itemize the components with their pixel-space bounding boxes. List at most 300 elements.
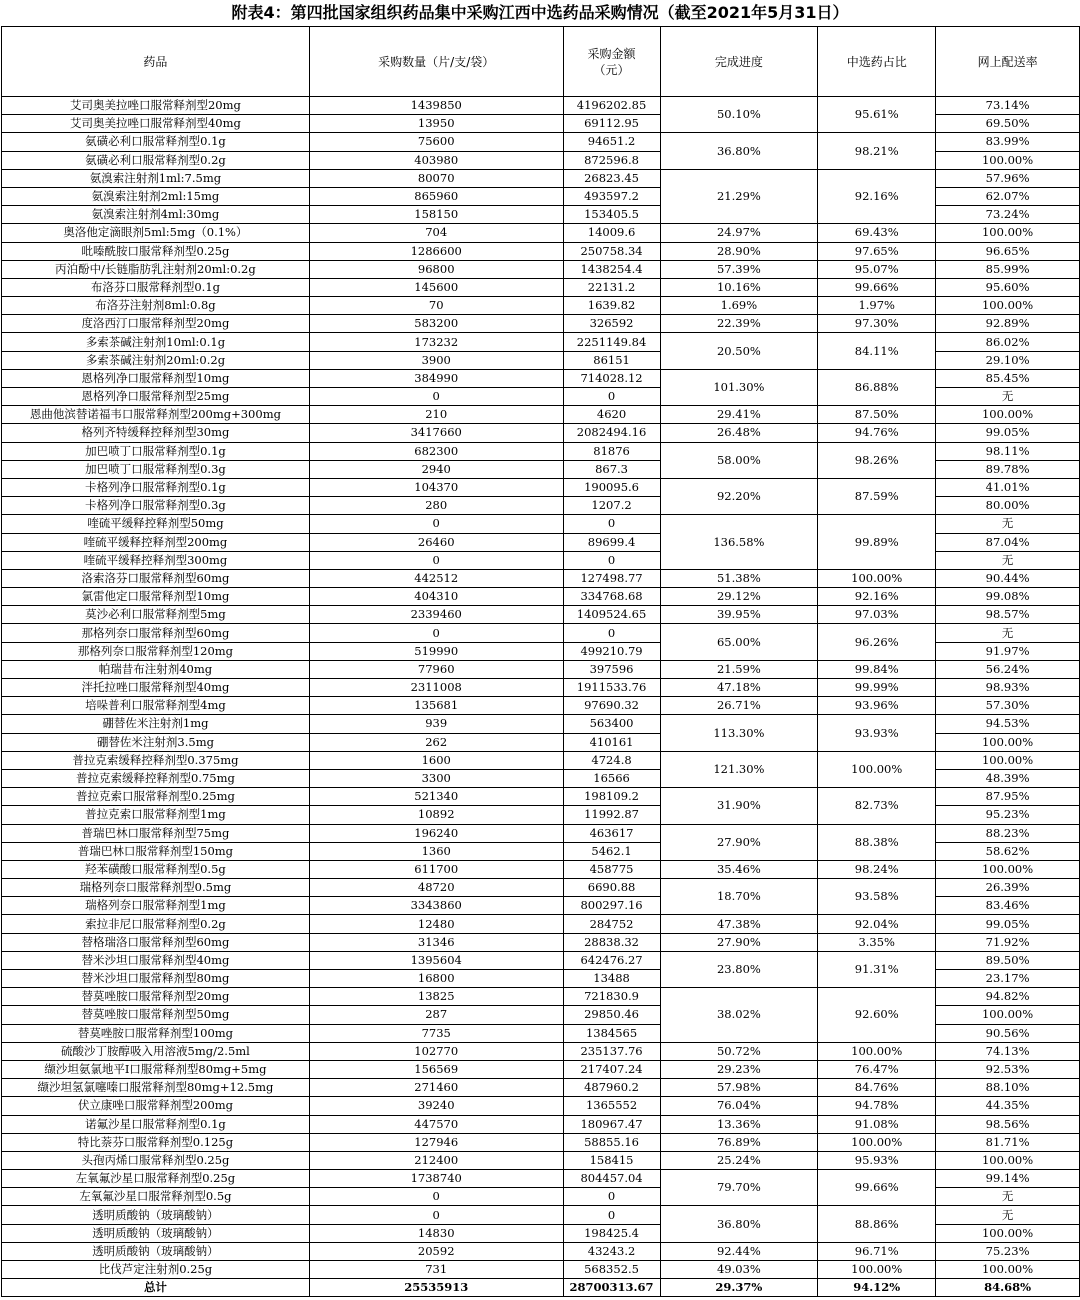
cell-drug: 莫沙必利口服常释剂型5mg [2, 606, 310, 624]
cell-delivery-rate: 100.00% [936, 151, 1080, 169]
cell-progress: 58.00% [660, 442, 818, 478]
cell-delivery-rate: 29.10% [936, 351, 1080, 369]
cell-progress: 28.90% [660, 242, 818, 260]
cell-delivery-rate: 100.00% [936, 1224, 1080, 1242]
cell-drug: 替米沙坦口服常释剂型80mg [2, 970, 310, 988]
cell-quantity: 384990 [309, 369, 563, 387]
cell-drug: 吡嗪酰胺口服常释剂型0.25g [2, 242, 310, 260]
cell-quantity: 210 [309, 406, 563, 424]
cell-amount: 250758.34 [563, 242, 660, 260]
cell-progress: 136.58% [660, 515, 818, 570]
cell-amount: 2251149.84 [563, 333, 660, 351]
cell-drug: 布洛芬口服常释剂型0.1g [2, 278, 310, 296]
cell-share: 93.96% [818, 697, 936, 715]
table-row [2, 333, 1080, 351]
table-row [2, 697, 1080, 715]
cell-delivery-rate: 23.17% [936, 970, 1080, 988]
table-row [2, 369, 1080, 387]
cell-delivery-rate: 无 [936, 388, 1080, 406]
cell-progress: 20.50% [660, 333, 818, 369]
header-quantity: 采购数量（片/支/袋） [309, 27, 563, 97]
cell-amount: 0 [563, 515, 660, 533]
cell-delivery-rate: 80.00% [936, 497, 1080, 515]
cell-amount: 1384565 [563, 1024, 660, 1042]
cell-progress: 47.38% [660, 915, 818, 933]
cell-quantity: 1360 [309, 842, 563, 860]
cell-drug: 左氧氟沙星口服常释剂型0.25g [2, 1170, 310, 1188]
cell-drug: 氯雷他定口服常释剂型10mg [2, 588, 310, 606]
cell-amount: 89699.4 [563, 533, 660, 551]
cell-quantity: 519990 [309, 642, 563, 660]
cell-drug: 硼替佐米注射剂3.5mg [2, 733, 310, 751]
cell-amount: 4620 [563, 406, 660, 424]
cell-quantity: 173232 [309, 333, 563, 351]
cell-quantity: 1600 [309, 751, 563, 769]
cell-amount: 28838.32 [563, 933, 660, 951]
cell-drug: 普瑞巴林口服常释剂型75mg [2, 824, 310, 842]
cell-quantity: 0 [309, 388, 563, 406]
cell-drug: 比伐芦定注射剂0.25g [2, 1261, 310, 1279]
table-row [2, 824, 1080, 842]
cell-amount: 13488 [563, 970, 660, 988]
cell-drug: 加巴喷丁口服常释剂型0.3g [2, 460, 310, 478]
table-row [2, 242, 1080, 260]
cell-amount: 198425.4 [563, 1224, 660, 1242]
cell-drug: 丙泊酚中/长链脂肪乳注射剂20ml:0.2g [2, 260, 310, 278]
cell-amount: 642476.27 [563, 951, 660, 969]
cell-quantity: 96800 [309, 260, 563, 278]
cell-drug: 缬沙坦氨氯地平Ⅰ口服常释剂型80mg+5mg [2, 1060, 310, 1078]
cell-quantity: 48720 [309, 879, 563, 897]
cell-progress: 23.80% [660, 951, 818, 987]
cell-quantity: 447570 [309, 1115, 563, 1133]
table-row [2, 297, 1080, 315]
cell-drug: 恩曲他滨替诺福韦口服常释剂型200mg+300mg [2, 406, 310, 424]
cell-progress: 49.03% [660, 1261, 818, 1279]
cell-amount: 43243.2 [563, 1242, 660, 1260]
cell-drug: 替米沙坦口服常释剂型40mg [2, 951, 310, 969]
cell-amount: 153405.5 [563, 206, 660, 224]
cell-share: 93.58% [818, 879, 936, 915]
cell-drug: 替莫唑胺口服常释剂型100mg [2, 1024, 310, 1042]
cell-drug: 透明质酸钠（玻璃酸钠） [2, 1206, 310, 1224]
cell-progress: 18.70% [660, 879, 818, 915]
cell-delivery-rate: 73.14% [936, 97, 1080, 115]
cell-share: 88.86% [818, 1206, 936, 1242]
cell-amount: 493597.2 [563, 187, 660, 205]
cell-quantity: 16800 [309, 970, 563, 988]
cell-progress: 25.24% [660, 1151, 818, 1169]
cell-drug: 氨溴索注射剂1ml:7.5mg [2, 169, 310, 187]
total-progress: 29.37% [660, 1279, 818, 1297]
cell-quantity: 262 [309, 733, 563, 751]
cell-quantity: 75600 [309, 133, 563, 151]
cell-progress: 21.29% [660, 169, 818, 224]
cell-delivery-rate: 无 [936, 1188, 1080, 1206]
cell-amount: 334768.68 [563, 588, 660, 606]
table-row [2, 933, 1080, 951]
cell-amount: 1207.2 [563, 497, 660, 515]
cell-amount: 235137.76 [563, 1042, 660, 1060]
cell-quantity: 26460 [309, 533, 563, 551]
cell-amount: 0 [563, 624, 660, 642]
header-drug: 药品 [2, 27, 310, 97]
cell-progress: 47.18% [660, 679, 818, 697]
procurement-table [1, 26, 1080, 1297]
table-row [2, 478, 1080, 496]
cell-share: 94.76% [818, 424, 936, 442]
cell-delivery-rate: 100.00% [936, 1151, 1080, 1169]
cell-drug: 硼替佐米注射剂1mg [2, 715, 310, 733]
cell-delivery-rate: 83.46% [936, 897, 1080, 915]
cell-delivery-rate: 98.11% [936, 442, 1080, 460]
cell-drug: 格列齐特缓释控释剂型30mg [2, 424, 310, 442]
cell-quantity: 10892 [309, 806, 563, 824]
cell-amount: 499210.79 [563, 642, 660, 660]
table-row [2, 679, 1080, 697]
cell-progress: 65.00% [660, 624, 818, 660]
cell-quantity: 13825 [309, 988, 563, 1006]
cell-progress: 36.80% [660, 133, 818, 169]
cell-share: 88.38% [818, 824, 936, 860]
cell-drug: 度洛西汀口服常释剂型20mg [2, 315, 310, 333]
cell-drug: 索拉非尼口服常释剂型0.2g [2, 915, 310, 933]
cell-delivery-rate: 98.57% [936, 606, 1080, 624]
cell-amount: 81876 [563, 442, 660, 460]
cell-quantity: 102770 [309, 1042, 563, 1060]
cell-amount: 26823.45 [563, 169, 660, 187]
table-row [2, 988, 1080, 1006]
cell-share: 91.08% [818, 1115, 936, 1133]
cell-delivery-rate: 83.99% [936, 133, 1080, 151]
cell-amount: 190095.6 [563, 478, 660, 496]
cell-progress: 92.44% [660, 1242, 818, 1260]
cell-drug: 恩格列净口服常释剂型25mg [2, 388, 310, 406]
cell-delivery-rate: 90.56% [936, 1024, 1080, 1042]
cell-delivery-rate: 100.00% [936, 1006, 1080, 1024]
cell-amount: 2082494.16 [563, 424, 660, 442]
table-row [2, 424, 1080, 442]
cell-share: 96.26% [818, 624, 936, 660]
cell-quantity: 158150 [309, 206, 563, 224]
cell-quantity: 7735 [309, 1024, 563, 1042]
cell-quantity: 403980 [309, 151, 563, 169]
cell-progress: 21.59% [660, 660, 818, 678]
table-row [2, 1097, 1080, 1115]
cell-delivery-rate: 99.08% [936, 588, 1080, 606]
cell-progress: 38.02% [660, 988, 818, 1043]
cell-amount: 0 [563, 1188, 660, 1206]
cell-delivery-rate: 75.23% [936, 1242, 1080, 1260]
cell-delivery-rate: 87.04% [936, 533, 1080, 551]
cell-progress: 76.89% [660, 1133, 818, 1151]
cell-quantity: 0 [309, 515, 563, 533]
cell-delivery-rate: 71.92% [936, 933, 1080, 951]
cell-amount: 86151 [563, 351, 660, 369]
cell-share: 99.99% [818, 679, 936, 697]
cell-amount: 326592 [563, 315, 660, 333]
cell-amount: 1639.82 [563, 297, 660, 315]
cell-drug: 诺氟沙星口服常释剂型0.1g [2, 1115, 310, 1133]
cell-quantity: 3300 [309, 769, 563, 787]
cell-amount: 714028.12 [563, 369, 660, 387]
cell-progress: 51.38% [660, 569, 818, 587]
cell-drug: 喹硫平缓释控释剂型200mg [2, 533, 310, 551]
cell-delivery-rate: 57.96% [936, 169, 1080, 187]
header-share: 中选药占比 [818, 27, 936, 97]
cell-amount: 397596 [563, 660, 660, 678]
cell-progress: 76.04% [660, 1097, 818, 1115]
cell-share: 95.61% [818, 97, 936, 133]
cell-amount: 487960.2 [563, 1079, 660, 1097]
cell-quantity: 1286600 [309, 242, 563, 260]
page-title: 附表4：第四批国家组织药品集中采购江西中选药品采购情况（截至2021年5月31日） [231, 3, 849, 22]
cell-drug: 氨溴索注射剂4ml:30mg [2, 206, 310, 224]
cell-share: 87.50% [818, 406, 936, 424]
cell-amount: 14009.6 [563, 224, 660, 242]
cell-quantity: 0 [309, 1188, 563, 1206]
cell-quantity: 3900 [309, 351, 563, 369]
cell-amount: 804457.04 [563, 1170, 660, 1188]
cell-drug: 洛索洛芬口服常释剂型60mg [2, 569, 310, 587]
cell-amount: 568352.5 [563, 1261, 660, 1279]
cell-share: 69.43% [818, 224, 936, 242]
cell-delivery-rate: 无 [936, 1206, 1080, 1224]
header-delivery-rate: 网上配送率 [936, 27, 1080, 97]
cell-progress: 31.90% [660, 788, 818, 824]
cell-quantity: 31346 [309, 933, 563, 951]
cell-drug: 氨磺必利口服常释剂型0.1g [2, 133, 310, 151]
cell-quantity: 0 [309, 1206, 563, 1224]
cell-share: 99.89% [818, 515, 936, 570]
cell-delivery-rate: 41.01% [936, 478, 1080, 496]
cell-share: 3.35% [818, 933, 936, 951]
cell-progress: 50.72% [660, 1042, 818, 1060]
cell-quantity: 1738740 [309, 1170, 563, 1188]
cell-drug: 瑞格列奈口服常释剂型0.5mg [2, 879, 310, 897]
cell-quantity: 939 [309, 715, 563, 733]
cell-drug: 氨磺必利口服常释剂型0.2g [2, 151, 310, 169]
cell-quantity: 3417660 [309, 424, 563, 442]
cell-drug: 伏立康唑口服常释剂型200mg [2, 1097, 310, 1115]
cell-delivery-rate: 69.50% [936, 115, 1080, 133]
cell-delivery-rate: 91.97% [936, 642, 1080, 660]
table-row [2, 406, 1080, 424]
cell-delivery-rate: 98.93% [936, 679, 1080, 697]
cell-quantity: 1439850 [309, 97, 563, 115]
cell-amount: 458775 [563, 860, 660, 878]
cell-drug: 加巴喷丁口服常释剂型0.1g [2, 442, 310, 460]
cell-progress: 79.70% [660, 1170, 818, 1206]
cell-amount: 11992.87 [563, 806, 660, 824]
cell-quantity: 196240 [309, 824, 563, 842]
table-row [2, 715, 1080, 733]
cell-amount: 284752 [563, 915, 660, 933]
cell-drug: 羟苯磺酸口服常释剂型0.5g [2, 860, 310, 878]
table-row [2, 224, 1080, 242]
cell-quantity: 731 [309, 1261, 563, 1279]
cell-progress: 101.30% [660, 369, 818, 405]
cell-amount: 0 [563, 388, 660, 406]
cell-share: 99.66% [818, 278, 936, 296]
cell-amount: 217407.24 [563, 1060, 660, 1078]
cell-quantity: 212400 [309, 1151, 563, 1169]
cell-quantity: 156569 [309, 1060, 563, 1078]
cell-quantity: 583200 [309, 315, 563, 333]
cell-share: 92.60% [818, 988, 936, 1043]
cell-drug: 透明质酸钠（玻璃酸钠） [2, 1224, 310, 1242]
cell-drug: 硫酸沙丁胺醇吸入用溶液5mg/2.5ml [2, 1042, 310, 1060]
cell-quantity: 2339460 [309, 606, 563, 624]
cell-delivery-rate: 96.65% [936, 242, 1080, 260]
cell-quantity: 80070 [309, 169, 563, 187]
cell-amount: 1365552 [563, 1097, 660, 1115]
cell-drug: 帕瑞昔布注射剂40mg [2, 660, 310, 678]
cell-share: 92.16% [818, 169, 936, 224]
cell-drug: 那格列奈口服常释剂型120mg [2, 642, 310, 660]
cell-amount: 5462.1 [563, 842, 660, 860]
cell-share: 87.59% [818, 478, 936, 514]
cell-delivery-rate: 73.24% [936, 206, 1080, 224]
cell-delivery-rate: 100.00% [936, 406, 1080, 424]
cell-amount: 16566 [563, 769, 660, 787]
cell-drug: 喹硫平缓释控释剂型300mg [2, 551, 310, 569]
cell-drug: 普拉克索口服常释剂型1mg [2, 806, 310, 824]
cell-quantity: 865960 [309, 187, 563, 205]
cell-delivery-rate: 57.30% [936, 697, 1080, 715]
cell-quantity: 442512 [309, 569, 563, 587]
cell-delivery-rate: 85.99% [936, 260, 1080, 278]
cell-delivery-rate: 100.00% [936, 224, 1080, 242]
cell-delivery-rate: 56.24% [936, 660, 1080, 678]
table-row [2, 1261, 1080, 1279]
cell-drug: 头孢丙烯口服常释剂型0.25g [2, 1151, 310, 1169]
table-row [2, 1170, 1080, 1188]
cell-delivery-rate: 89.78% [936, 460, 1080, 478]
cell-progress: 57.39% [660, 260, 818, 278]
cell-share: 97.30% [818, 315, 936, 333]
cell-progress: 121.30% [660, 751, 818, 787]
table-row [2, 624, 1080, 642]
cell-delivery-rate: 81.71% [936, 1133, 1080, 1151]
cell-drug: 艾司奥美拉唑口服常释剂型40mg [2, 115, 310, 133]
cell-delivery-rate: 99.05% [936, 915, 1080, 933]
cell-drug: 替格瑞洛口服常释剂型60mg [2, 933, 310, 951]
cell-drug: 透明质酸钠（玻璃酸钠） [2, 1242, 310, 1260]
cell-delivery-rate: 94.53% [936, 715, 1080, 733]
cell-delivery-rate: 86.02% [936, 333, 1080, 351]
cell-drug: 普瑞巴林口服常释剂型150mg [2, 842, 310, 860]
cell-amount: 4196202.85 [563, 97, 660, 115]
cell-progress: 50.10% [660, 97, 818, 133]
cell-progress: 35.46% [660, 860, 818, 878]
cell-share: 92.16% [818, 588, 936, 606]
cell-progress: 39.95% [660, 606, 818, 624]
total-row [2, 1279, 1080, 1297]
cell-quantity: 682300 [309, 442, 563, 460]
cell-amount: 872596.8 [563, 151, 660, 169]
cell-amount: 180967.47 [563, 1115, 660, 1133]
cell-amount: 127498.77 [563, 569, 660, 587]
table-row [2, 278, 1080, 296]
table-row [2, 1133, 1080, 1151]
cell-drug: 卡格列净口服常释剂型0.1g [2, 478, 310, 496]
cell-share: 99.84% [818, 660, 936, 678]
cell-progress: 1.69% [660, 297, 818, 315]
cell-drug: 卡格列净口服常释剂型0.3g [2, 497, 310, 515]
cell-quantity: 20592 [309, 1242, 563, 1260]
table-row [2, 169, 1080, 187]
cell-drug: 那格列奈口服常释剂型60mg [2, 624, 310, 642]
cell-quantity: 14830 [309, 1224, 563, 1242]
cell-amount: 0 [563, 1206, 660, 1224]
table-row [2, 879, 1080, 897]
cell-delivery-rate: 无 [936, 624, 1080, 642]
cell-amount: 800297.16 [563, 897, 660, 915]
cell-share: 92.04% [818, 915, 936, 933]
cell-amount: 410161 [563, 733, 660, 751]
cell-drug: 培哚普利口服常释剂型4mg [2, 697, 310, 715]
table-row [2, 442, 1080, 460]
cell-delivery-rate: 90.44% [936, 569, 1080, 587]
cell-quantity: 1395604 [309, 951, 563, 969]
cell-share: 99.66% [818, 1170, 936, 1206]
cell-drug: 艾司奥美拉唑口服常释剂型20mg [2, 97, 310, 115]
cell-progress: 57.98% [660, 1079, 818, 1097]
total-quantity: 25535913 [309, 1279, 563, 1297]
cell-share: 97.03% [818, 606, 936, 624]
cell-progress: 29.23% [660, 1060, 818, 1078]
cell-drug: 喹硫平缓释控释剂型50mg [2, 515, 310, 533]
cell-amount: 0 [563, 551, 660, 569]
cell-amount: 4724.8 [563, 751, 660, 769]
table-row [2, 133, 1080, 151]
cell-share: 100.00% [818, 1042, 936, 1060]
cell-drug: 泮托拉唑口服常释剂型40mg [2, 679, 310, 697]
cell-amount: 1911533.76 [563, 679, 660, 697]
total-share: 94.12% [818, 1279, 936, 1297]
cell-quantity: 39240 [309, 1097, 563, 1115]
cell-amount: 721830.9 [563, 988, 660, 1006]
cell-delivery-rate: 89.50% [936, 951, 1080, 969]
cell-drug: 布洛芬注射剂8ml:0.8g [2, 297, 310, 315]
cell-quantity: 521340 [309, 788, 563, 806]
header-amount: 采购金额 （元） [563, 27, 660, 97]
cell-share: 86.88% [818, 369, 936, 405]
cell-drug: 多索茶碱注射剂20ml:0.2g [2, 351, 310, 369]
cell-quantity: 2311008 [309, 679, 563, 697]
cell-quantity: 287 [309, 1006, 563, 1024]
table-row [2, 915, 1080, 933]
cell-drug: 普拉克索口服常释剂型0.25mg [2, 788, 310, 806]
cell-share: 100.00% [818, 1133, 936, 1151]
table-row [2, 1242, 1080, 1260]
cell-amount: 563400 [563, 715, 660, 733]
cell-progress: 10.16% [660, 278, 818, 296]
cell-delivery-rate: 100.00% [936, 297, 1080, 315]
table-row [2, 1151, 1080, 1169]
cell-quantity: 271460 [309, 1079, 563, 1097]
cell-quantity: 3343860 [309, 897, 563, 915]
table-row [2, 97, 1080, 115]
cell-delivery-rate: 95.23% [936, 806, 1080, 824]
table-row [2, 1115, 1080, 1133]
cell-delivery-rate: 99.14% [936, 1170, 1080, 1188]
cell-share: 82.73% [818, 788, 936, 824]
cell-quantity: 0 [309, 624, 563, 642]
cell-drug: 替莫唑胺口服常释剂型50mg [2, 1006, 310, 1024]
total-delivery-rate: 84.68% [936, 1279, 1080, 1297]
